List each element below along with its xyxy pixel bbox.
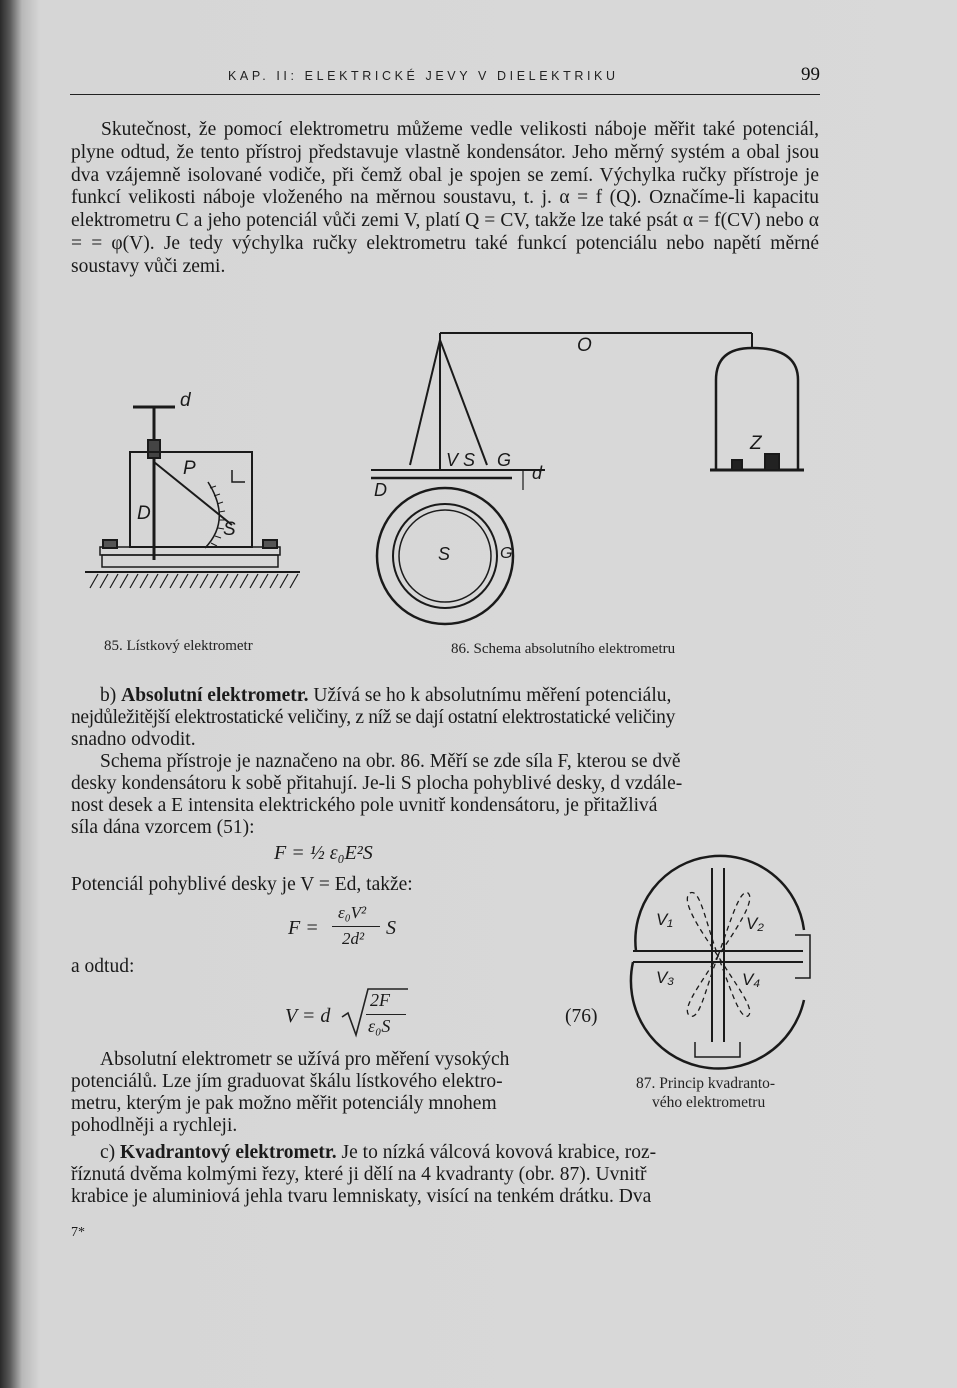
closing-line-2: potenciálů. Lze jím graduovat škálu lístkového elektro- [71,1071,503,1092]
section-c-line-3: krabice je aluminiová jehla tvaru lemniskaty, visící na tenkém drátku. Dva [71,1186,652,1207]
fig86-label-S: S [438,544,451,564]
section-b-heading: Absolutní elektrometr. [121,685,309,706]
equation-76-lhs: V = d [285,1005,331,1027]
fig86-label-d: d [532,463,543,483]
closing-line-1: Absolutní elektrometr se užívá pro měření vysokých [100,1049,510,1070]
section-b-line-3: snadno odvodit. [71,729,196,750]
section-b-line-5: desky kondensátoru k sobě přitahují. Je-li S plocha pohyblivé desky, d vzdále- [71,773,683,794]
potential-line: Potenciál pohyblivé desky je V = Ed, takže: [71,874,413,895]
fig86-label-G: G [497,450,512,470]
equation-force-denominator: 2d² [342,929,365,948]
section-b-line-2: nejdůležitější elektrostatické veličiny, z níž se dají ostatní elektrostatické veličiny [71,707,675,728]
fig87-label-v3: V₃ [656,968,675,987]
section-b-line-7: síla dána vzorcem (51): [71,817,255,838]
fig86-label-G-ring: G [500,545,513,562]
fig87-label-v4: V₄ [742,970,761,989]
section-b-line-1-rest: Užívá se ho k absolutnímu měření potenciálu, [308,685,672,706]
section-c-label: c) [100,1142,116,1163]
equation-76-denominator: ε₀S [368,1016,391,1036]
section-b-line-4: Schema přístroje je naznačeno na obr. 86. Měří se zde síla F, kterou se dvě [100,751,681,772]
fig87-label-v1: V₁ [656,910,673,929]
page-number: 99 [801,64,820,85]
and-hence-line: a odtud: [71,956,135,977]
fig87-drawing [631,856,810,1069]
closing-line-3: metru, kterým je pak možno měřit potenciály mnohem [71,1093,497,1114]
fig87-label-v2: V₂ [746,914,764,933]
section-b-line-6: nost desek a E intensita elektrického pole uvnitř kondensátoru, je přitažlivá [71,795,658,816]
fig85-drawing [85,407,300,588]
fig86-drawing [371,333,804,624]
section-c-line-1-rest: Je to nízká válcová kovová krabice, roz- [336,1142,657,1163]
equation-force-tail: S [386,917,396,939]
fig86-caption: 86. Schema absolutního elektrometru [451,641,676,657]
equation-76-numerator: 2F [370,990,390,1010]
equation-51: F = ½ ε₀E²S [274,842,373,864]
section-c-line-2: říznutá dvěma kolmými řezy, které ji dělí na 4 kvadranty (obr. 87). Uvnitř [71,1164,647,1185]
equation-force-bar [332,926,380,927]
section-c-line-1 [100,1142,656,1164]
equation-76-bar [366,1014,406,1015]
fig85-label-d: d [180,390,191,411]
fig86-label-D: D [374,480,387,500]
section-b-label: b) [100,685,117,706]
fig87-caption-line-2: vého elektrometru [652,1094,766,1111]
fig87-caption-line-1: 87. Princip kvadranto- [636,1075,776,1092]
fig86-label-Z: Z [750,433,762,454]
section-b-line-1 [100,685,671,707]
signature-mark: 7* [71,1225,85,1240]
fig86-label-O: O [577,335,592,356]
equation-force-numerator: ε₀V² [338,903,367,922]
fig85-label-S: S [223,519,236,540]
section-c-heading: Kvadrantový elektrometr. [120,1142,337,1163]
equation-force-lhs: F = [288,917,319,939]
equation-76-number: (76) [565,1006,598,1027]
fig85-caption: 85. Lístkový elektrometr [104,638,253,654]
fig85-label-D: D [137,503,151,524]
running-title: KAP. II: ELEKTRICKÉ JEVY V DIELEKTRIKU [228,69,619,83]
fig85-label-p: P [183,458,196,479]
intro-paragraph: Skutečnost, že pomocí elektrometru můžeme vedle velikosti náboje měřit také potenciál, plyne odtud, že tento přístroj představuje vlastně kondensátor. Jeho měrný systém a obal jsou dva vzájemně isolované vodiče, při čemž obal je spojen se zemí. Výchylka ručky přístroje je funkcí velikosti náboje vloženého na měrnou soustavu, t. j. α = f (Q). Označíme-li kapacitu elektrometru C a jeho potenciál vůči zemi V, platí Q = CV, takže lze také psát α = f(CV) nebo α = = φ(V). Je tedy výchylka ručky elektrometru také funkcí potenciálu nebo napětí měrné soustavy vůči zemi. [71,119,819,277]
fig86-label-VS: V S [446,450,476,470]
closing-line-4: pohodlněji a rychleji. [71,1115,238,1136]
